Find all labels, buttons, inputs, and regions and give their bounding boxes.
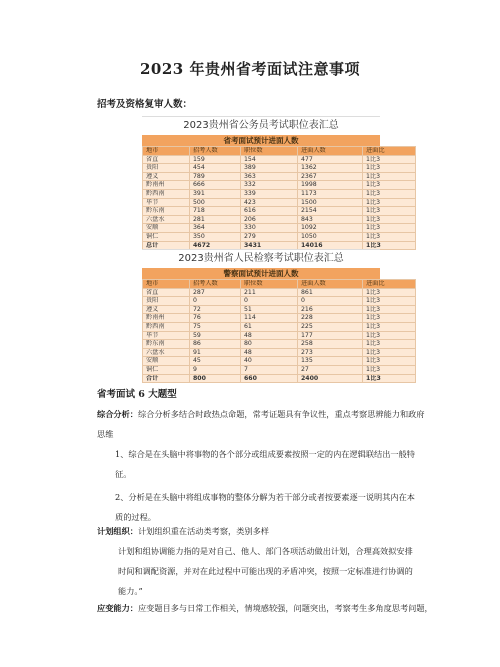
- table-cell: 45: [190, 357, 241, 366]
- table-cell: 1173: [298, 189, 363, 198]
- header-cell: 进面人数: [298, 147, 363, 156]
- table-cell: 660: [241, 374, 298, 383]
- header-cell: 职位数: [241, 280, 298, 289]
- paragraph-text: 计划和组协调能力指的是对自己、他人、部门各项活动做出计划，合理高效拟安排时间和调配资源，并对在此过程中可能出现的矛盾冲突，按照一定标准进行协调的能力。”: [118, 546, 413, 596]
- table-row: [143, 215, 416, 224]
- table-cell: 1比3: [363, 374, 416, 383]
- paragraph-text: 应变题目多与日常工作相关，情境感较强，问题突出，考察考生多角度思考问题，: [137, 603, 433, 613]
- table-cell: 省直: [143, 288, 190, 297]
- table-cell: 91: [190, 348, 241, 357]
- paragraph-label: 计划组织：: [97, 526, 138, 536]
- table-row: [143, 198, 416, 207]
- table-cell: 1比3: [363, 241, 416, 250]
- table-cell: 贵阳: [143, 164, 190, 173]
- header-row: [143, 147, 416, 156]
- table-cell: 86: [190, 340, 241, 349]
- table-row: [143, 374, 416, 383]
- table-cell: 330: [241, 224, 298, 233]
- table-cell: 1比3: [363, 357, 416, 366]
- data-table: [142, 279, 416, 383]
- table-title: 2023贵州省人民检察考试职位表汇总: [142, 249, 380, 268]
- table-cell: 225: [298, 322, 363, 331]
- table-subtitle: 省考面试预计进面人数: [142, 135, 380, 146]
- table-cell: 黔西南: [143, 189, 190, 198]
- table-cell: 黔东南: [143, 340, 190, 349]
- table-cell: 281: [190, 215, 241, 224]
- header-cell: 进面比: [363, 147, 416, 156]
- paragraph-comprehensive-analysis: [97, 404, 427, 444]
- table-cell: 1比3: [363, 288, 416, 297]
- table-cell: 1362: [298, 164, 363, 173]
- table-cell: 1比3: [363, 322, 416, 331]
- table-cell: 2400: [298, 374, 363, 383]
- table-cell: 27: [298, 365, 363, 374]
- table-cell: 228: [298, 314, 363, 323]
- header-cell: 招考人数: [190, 280, 241, 289]
- table-row: [143, 288, 416, 297]
- table-cell: 1比3: [363, 198, 416, 207]
- table-cell: 7: [241, 365, 298, 374]
- table-row: [143, 331, 416, 340]
- table-cell: 364: [190, 224, 241, 233]
- table-cell: 75: [190, 322, 241, 331]
- table-cell: 贵阳: [143, 297, 190, 306]
- table-cell: 2154: [298, 207, 363, 216]
- table-row: [143, 207, 416, 216]
- table-cell: 1500: [298, 198, 363, 207]
- table-cell: 1比3: [363, 215, 416, 224]
- table-cell: 14016: [298, 241, 363, 250]
- table-cell: 1比3: [363, 232, 416, 241]
- table-cell: 48: [241, 331, 298, 340]
- table-cell: 总计: [143, 241, 190, 250]
- header-cell: 地市: [143, 147, 190, 156]
- paragraph-adaptability: [97, 598, 437, 618]
- table-cell: 154: [241, 155, 298, 164]
- table-cell: 51: [241, 305, 298, 314]
- table-cell: 363: [241, 172, 298, 181]
- table-cell: 1092: [298, 224, 363, 233]
- table-cell: 258: [298, 340, 363, 349]
- table-cell: 六盘水: [143, 215, 190, 224]
- header-cell: 职位数: [241, 147, 298, 156]
- table-cell: 1比3: [363, 207, 416, 216]
- table-row: [143, 189, 416, 198]
- table-cell: 616: [241, 207, 298, 216]
- table-cell: 铜仁: [143, 365, 190, 374]
- table-cell: 1比3: [363, 181, 416, 190]
- table-cell: 1比3: [363, 331, 416, 340]
- table-cell: 毕节: [143, 331, 190, 340]
- table-cell: 1比3: [363, 340, 416, 349]
- table-cell: 六盘水: [143, 348, 190, 357]
- table-cell: 1050: [298, 232, 363, 241]
- table-cell: 0: [241, 297, 298, 306]
- table-cell: 287: [190, 288, 241, 297]
- table-cell: 1比3: [363, 164, 416, 173]
- table-row: [143, 357, 416, 366]
- table-cell: 0: [190, 297, 241, 306]
- table-cell: 666: [190, 181, 241, 190]
- table-cell: 安顺: [143, 357, 190, 366]
- table-row: [143, 181, 416, 190]
- table-cell: 黔东南: [143, 207, 190, 216]
- table-cell: 遵义: [143, 305, 190, 314]
- header-cell: 进面人数: [298, 280, 363, 289]
- table-cell: 1比3: [363, 224, 416, 233]
- data-table: [142, 146, 416, 250]
- table-cell: 423: [241, 198, 298, 207]
- table-cell: 159: [190, 155, 241, 164]
- table-cell: 1998: [298, 181, 363, 190]
- table-cell: 114: [241, 314, 298, 323]
- table-row: [143, 322, 416, 331]
- paragraph-label: 综合分析：: [97, 409, 138, 419]
- table-row: [143, 224, 416, 233]
- table-row: [143, 348, 416, 357]
- table-cell: 177: [298, 331, 363, 340]
- table-cell: 477: [298, 155, 363, 164]
- table-cell: 40: [241, 357, 298, 366]
- table-cell: 1比3: [363, 305, 416, 314]
- header-row: [143, 280, 416, 289]
- subheading: 招考及资格复审人数：: [97, 99, 193, 110]
- table-cell: 72: [190, 305, 241, 314]
- paragraph-label: 应变能力：: [97, 603, 138, 613]
- paragraph-text: 综合分析多结合时政热点命题，常考证题具有争议性，重点考察思辨能力和政府思维: [97, 409, 425, 439]
- table-cell: 9: [190, 365, 241, 374]
- table-cell: 3431: [241, 241, 298, 250]
- table-cell: 0: [298, 297, 363, 306]
- table-cell: 铜仁: [143, 232, 190, 241]
- header-cell: 招考人数: [190, 147, 241, 156]
- table-cell: 279: [241, 232, 298, 241]
- table-cell: 206: [241, 215, 298, 224]
- table-row: [143, 314, 416, 323]
- table-cell: 安顺: [143, 224, 190, 233]
- table-cell: 800: [190, 374, 241, 383]
- table-cell: 黔南州: [143, 181, 190, 190]
- table-cell: 省直: [143, 155, 190, 164]
- table-cell: 黔西南: [143, 322, 190, 331]
- table-cell: 毕节: [143, 198, 190, 207]
- table-cell: 389: [241, 164, 298, 173]
- header-cell: 地市: [143, 280, 190, 289]
- table-cell: 1比3: [363, 155, 416, 164]
- table-row: [143, 172, 416, 181]
- section-title: 省考面试 6 大题型: [97, 389, 177, 400]
- table-cell: 1比3: [363, 348, 416, 357]
- table-cell: 211: [241, 288, 298, 297]
- page-title: 2023 年贵州省考面试注意事项: [140, 60, 360, 78]
- table-cell: 718: [190, 207, 241, 216]
- table-cell: 843: [298, 215, 363, 224]
- table-cell: 1比3: [363, 189, 416, 198]
- paragraph-text: 计划组织重在活动类考察，类别多样: [137, 526, 269, 536]
- table-row: [143, 365, 416, 374]
- table-cell: 59: [190, 331, 241, 340]
- table-cell: 61: [241, 322, 298, 331]
- table-cell: 1比3: [363, 365, 416, 374]
- table-cell: 332: [241, 181, 298, 190]
- table-cell: 861: [298, 288, 363, 297]
- list-item: 1、综合是在头脑中将事物的各个部分或组成要素按照一定的内在逻辑联结出一般特征。: [115, 449, 415, 479]
- table-cell: 48: [241, 348, 298, 357]
- table-cell: 1比3: [363, 297, 416, 306]
- header-cell: 进面比: [363, 280, 416, 289]
- table-cell: 遵义: [143, 172, 190, 181]
- table-row: [143, 232, 416, 241]
- table-row: [143, 155, 416, 164]
- table-subtitle: 警察面试预计进面人数: [142, 268, 380, 279]
- table-cell: 合计: [143, 374, 190, 383]
- table-cell: 黔南州: [143, 314, 190, 323]
- table-cell: 2367: [298, 172, 363, 181]
- list-item: 2、分析是在头脑中将组成事物的整体分解为若干部分或者按要素逐一说明其内在本质的过程。: [115, 492, 415, 522]
- table-row: [143, 305, 416, 314]
- paragraph-planning: [97, 521, 427, 541]
- table-cell: 454: [190, 164, 241, 173]
- table-title: 2023贵州省公务员考试职位表汇总: [142, 116, 380, 135]
- table-cell: 339: [241, 189, 298, 198]
- table-cell: 273: [298, 348, 363, 357]
- table-cell: 500: [190, 198, 241, 207]
- table-cell: 135: [298, 357, 363, 366]
- table-cell: 391: [190, 189, 241, 198]
- civil-servant-table: [142, 116, 385, 250]
- table-cell: 1比3: [363, 314, 416, 323]
- table-cell: 80: [241, 340, 298, 349]
- table-cell: 350: [190, 232, 241, 241]
- table-row: [143, 164, 416, 173]
- table-cell: 4672: [190, 241, 241, 250]
- table-cell: 216: [298, 305, 363, 314]
- table-cell: 76: [190, 314, 241, 323]
- table-row: [143, 297, 416, 306]
- table-row: [143, 340, 416, 349]
- procuratorate-table: [142, 249, 385, 383]
- table-cell: 789: [190, 172, 241, 181]
- table-cell: 1比3: [363, 172, 416, 181]
